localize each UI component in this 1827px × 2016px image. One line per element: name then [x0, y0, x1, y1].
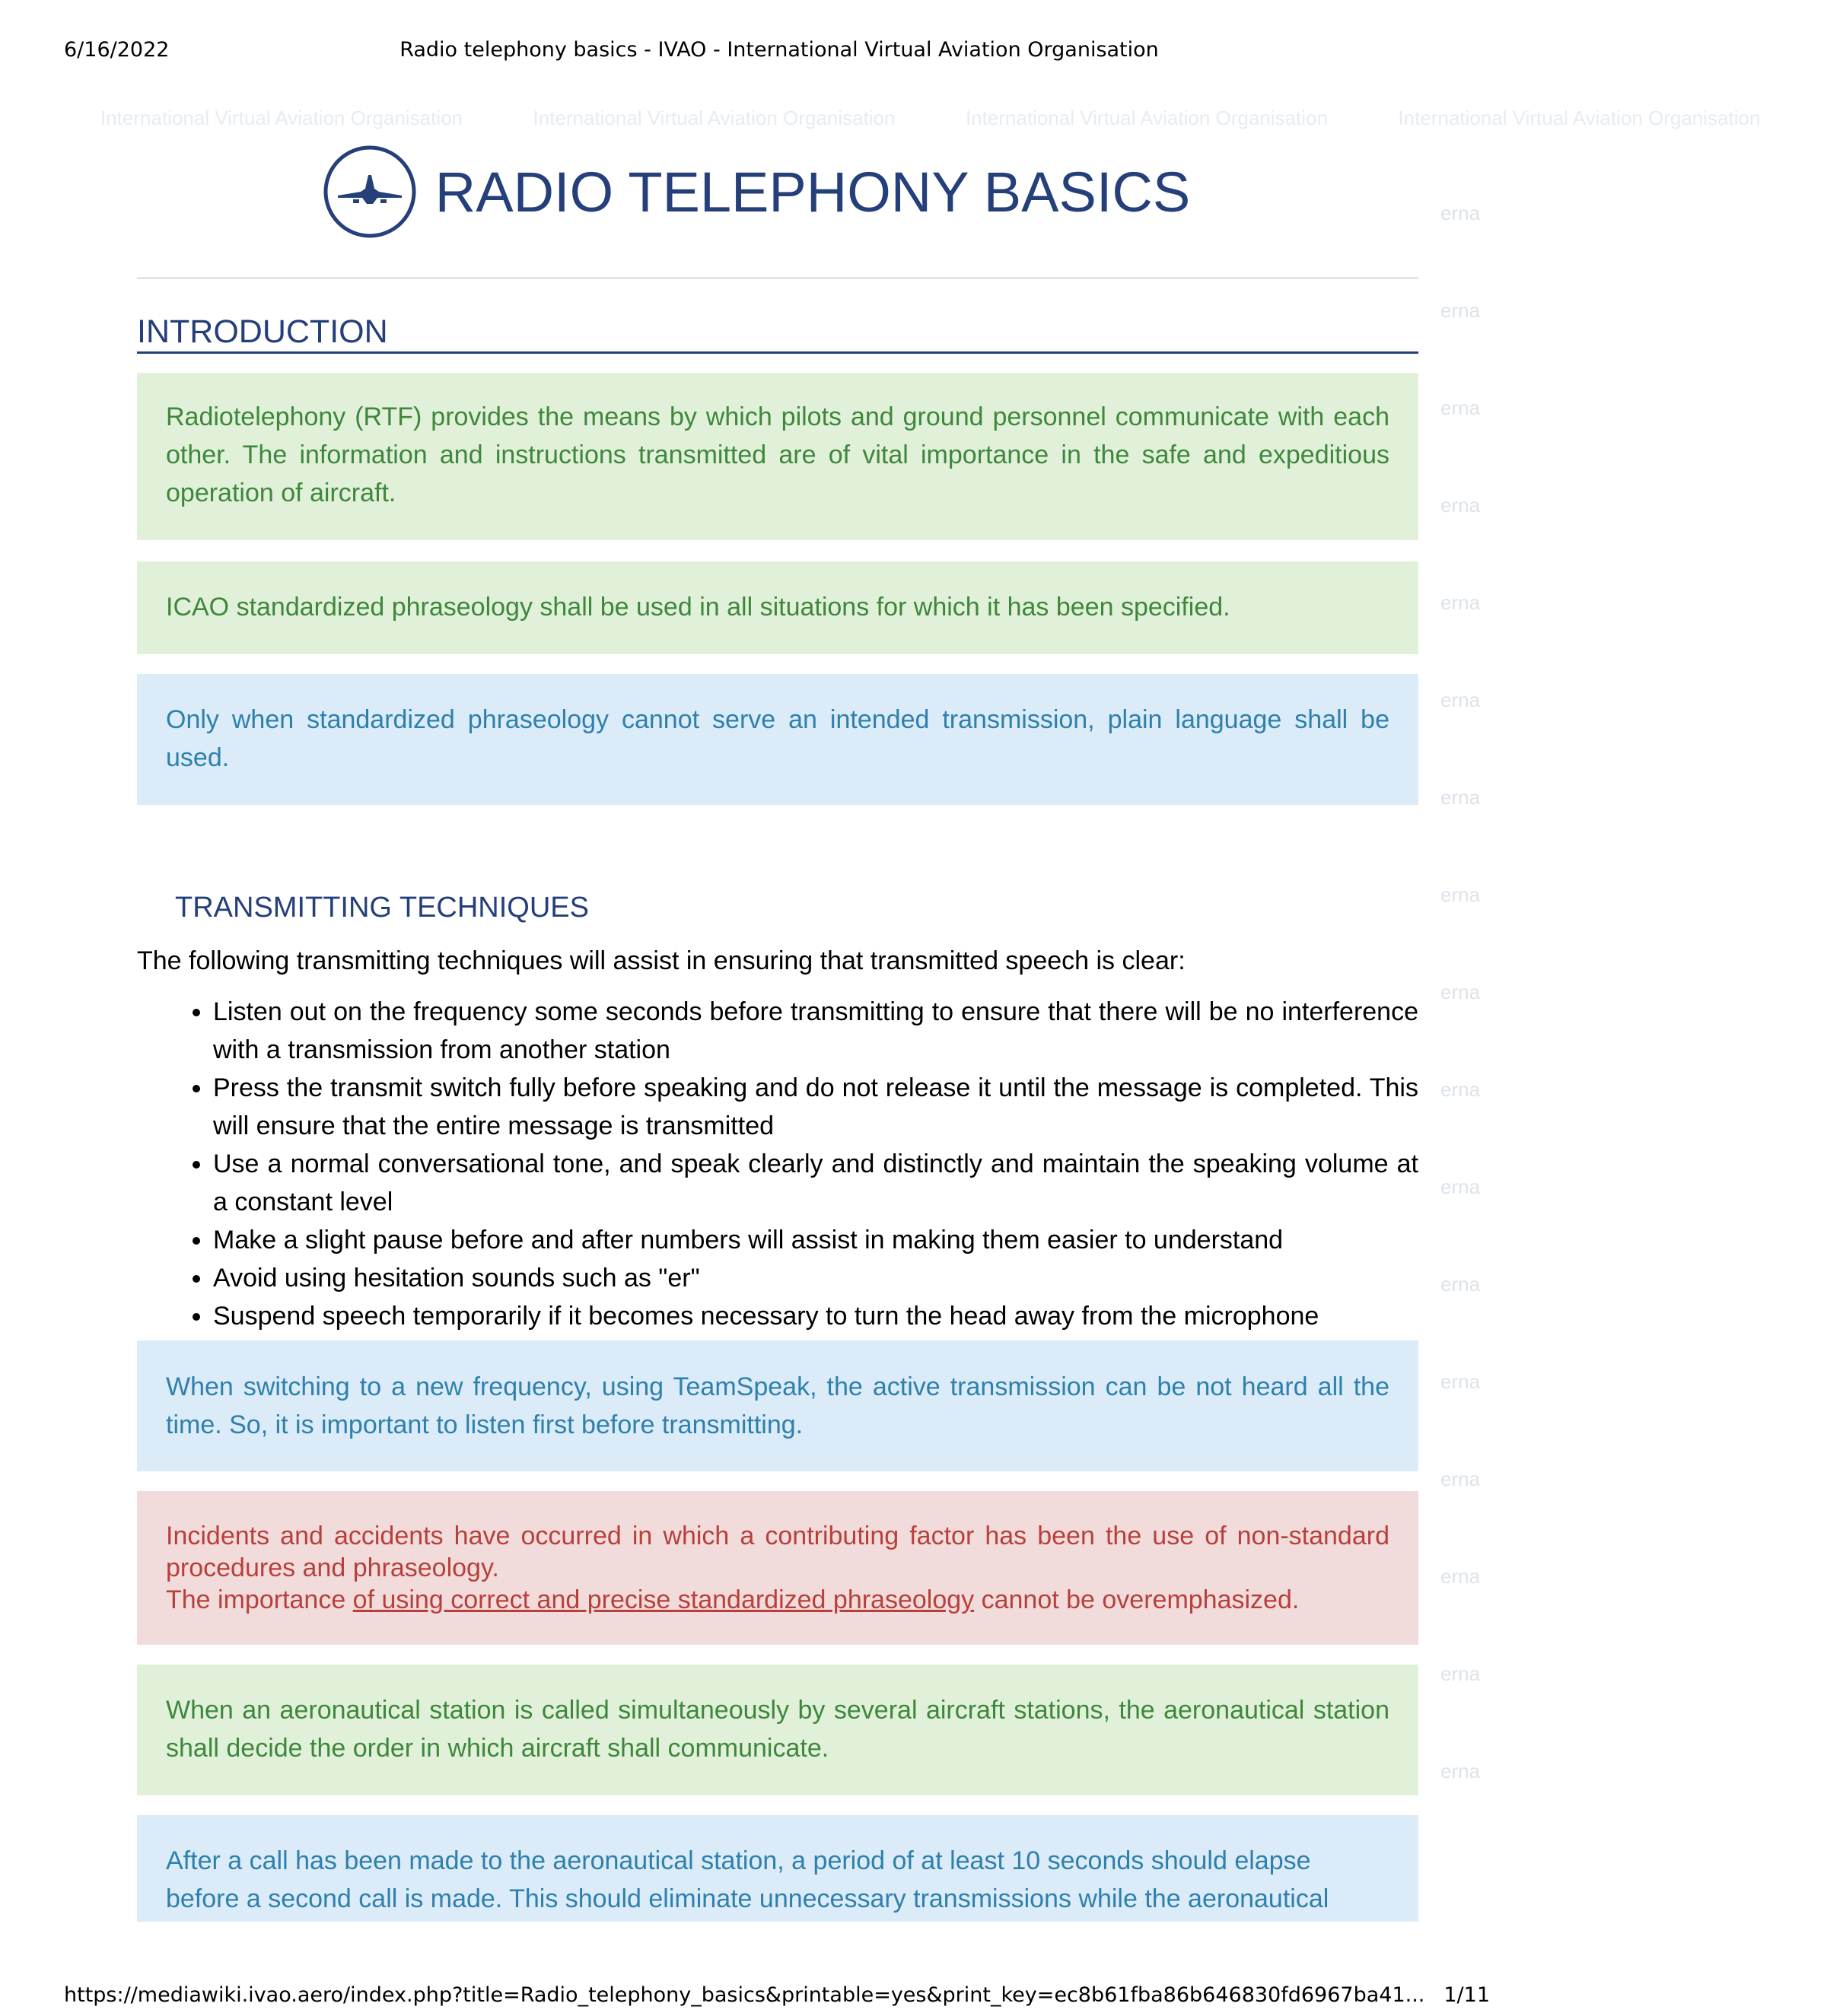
- print-url: https://mediawiki.ivao.aero/index.php?title=Radio_telephony_basics&printable=yes&print_key=ec8b61fba86b646830fd6967ba41...: [64, 1983, 1425, 2007]
- phraseology-link[interactable]: of using correct and precise standardized phraseology: [352, 1585, 975, 1614]
- airplane-icon: [323, 145, 417, 239]
- watermark-fragment: erna: [1440, 396, 1481, 419]
- info-text: When an aeronautical station is called simultaneously by several aircraft stations, the aeronautical station shall decide the order in which aircraft shall communicate.: [166, 1696, 1389, 1763]
- info-box-simultaneous: [137, 1665, 1418, 1795]
- watermark-fragment: erna: [1440, 202, 1481, 224]
- warning-text-prefix: The importance: [166, 1585, 353, 1614]
- watermark-fragment: erna: [1440, 591, 1481, 614]
- watermark-text: International Virtual Aviation Organisation: [533, 107, 896, 129]
- watermark-fragment: erna: [1440, 1467, 1481, 1490]
- title-block: [0, 145, 1558, 239]
- watermark-fragment: erna: [1440, 1760, 1481, 1782]
- list-item: • Press the transmit switch fully before speaking and do not release it until the message is completed. This will ensure that the entire message is transmitted: [213, 1069, 1418, 1145]
- watermark-fragment: erna: [1440, 688, 1481, 711]
- list-item: • Avoid using hesitation sounds such as "er": [213, 1259, 1418, 1297]
- watermark-fragment: erna: [1440, 1273, 1481, 1296]
- watermark-fragment: erna: [1440, 883, 1481, 906]
- technique-list: [175, 993, 1418, 1335]
- note-box-second-call: [137, 1815, 1418, 1922]
- watermark-fragment: erna: [1440, 981, 1481, 1003]
- note-box-plain-language: [137, 674, 1418, 805]
- page-title: RADIO TELEPHONY BASICS: [434, 160, 1191, 224]
- watermark-column: [1440, 202, 1481, 1857]
- lead-paragraph: The following transmitting techniques will assist in ensuring that transmitted speech is clear:: [137, 946, 1186, 975]
- info-box-rtf: [137, 373, 1418, 540]
- watermark-fragment: erna: [1440, 494, 1481, 517]
- warning-text: Incidents and accidents have occurred in which a contributing factor has been the use of non-standard procedures and phraseology.: [166, 1522, 1389, 1582]
- list-item: • Listen out on the frequency some seconds before transmitting to ensure that there will be no interference with a transmission from another station: [213, 993, 1418, 1069]
- list-item: • Use a normal conversational tone, and speak clearly and distinctly and maintain the speaking volume at a constant level: [213, 1145, 1418, 1221]
- warning-text-2: [166, 1584, 1389, 1616]
- watermark-fragment: erna: [1440, 1370, 1481, 1393]
- watermark-fragment: erna: [1440, 1175, 1481, 1198]
- watermark-fragment: erna: [1440, 1078, 1481, 1101]
- print-title: Radio telephony basics - IVAO - International Virtual Aviation Organisation: [399, 38, 1159, 62]
- page-number: 1/11: [1443, 1983, 1490, 2007]
- watermark-fragment: erna: [1440, 299, 1481, 322]
- watermark-text: International Virtual Aviation Organisation: [100, 107, 463, 129]
- watermark-row: [100, 107, 1761, 137]
- section-heading: INTRODUCTION: [137, 313, 388, 350]
- note-box-teamspeak: [137, 1340, 1418, 1471]
- title-divider: [137, 277, 1418, 279]
- note-text: Only when standardized phraseology cannot serve an intended transmission, plain language shall be used.: [166, 705, 1389, 772]
- subsection-heading: TRANSMITTING TECHNIQUES: [175, 892, 589, 924]
- warning-text-suffix: cannot be overemphasized.: [974, 1585, 1300, 1614]
- watermark-text: International Virtual Aviation Organisation: [965, 107, 1328, 129]
- section-divider: [137, 351, 1418, 354]
- info-box-icao: [137, 561, 1418, 654]
- note-text: After a call has been made to the aeronautical station, a period of at least 10 seconds should elapse before a second call is made. This should eliminate unnecessary transmissions while the aeronautical: [166, 1846, 1329, 1913]
- warning-box: [137, 1491, 1418, 1645]
- watermark-fragment: erna: [1440, 1662, 1481, 1685]
- print-date: 6/16/2022: [64, 38, 170, 62]
- watermark-fragment: erna: [1440, 786, 1481, 809]
- list-item: • Make a slight pause before and after numbers will assist in making them easier to understand: [213, 1221, 1418, 1259]
- info-text: ICAO standardized phraseology shall be used in all situations for which it has been specified.: [166, 593, 1230, 622]
- list-item: • Suspend speech temporarily if it becomes necessary to turn the head away from the microphone: [213, 1297, 1418, 1335]
- watermark-fragment: erna: [1440, 1565, 1481, 1588]
- note-text: When switching to a new frequency, using TeamSpeak, the active transmission can be not heard all the time. So, it is important to listen first before transmitting.: [166, 1372, 1389, 1439]
- watermark-text: International Virtual Aviation Organisation: [1398, 107, 1761, 129]
- info-text: Radiotelephony (RTF) provides the means by which pilots and ground personnel communicate with each other. The information and instructions transmitted are of vital importance in the safe and expeditious operation of aircraft.: [166, 402, 1389, 507]
